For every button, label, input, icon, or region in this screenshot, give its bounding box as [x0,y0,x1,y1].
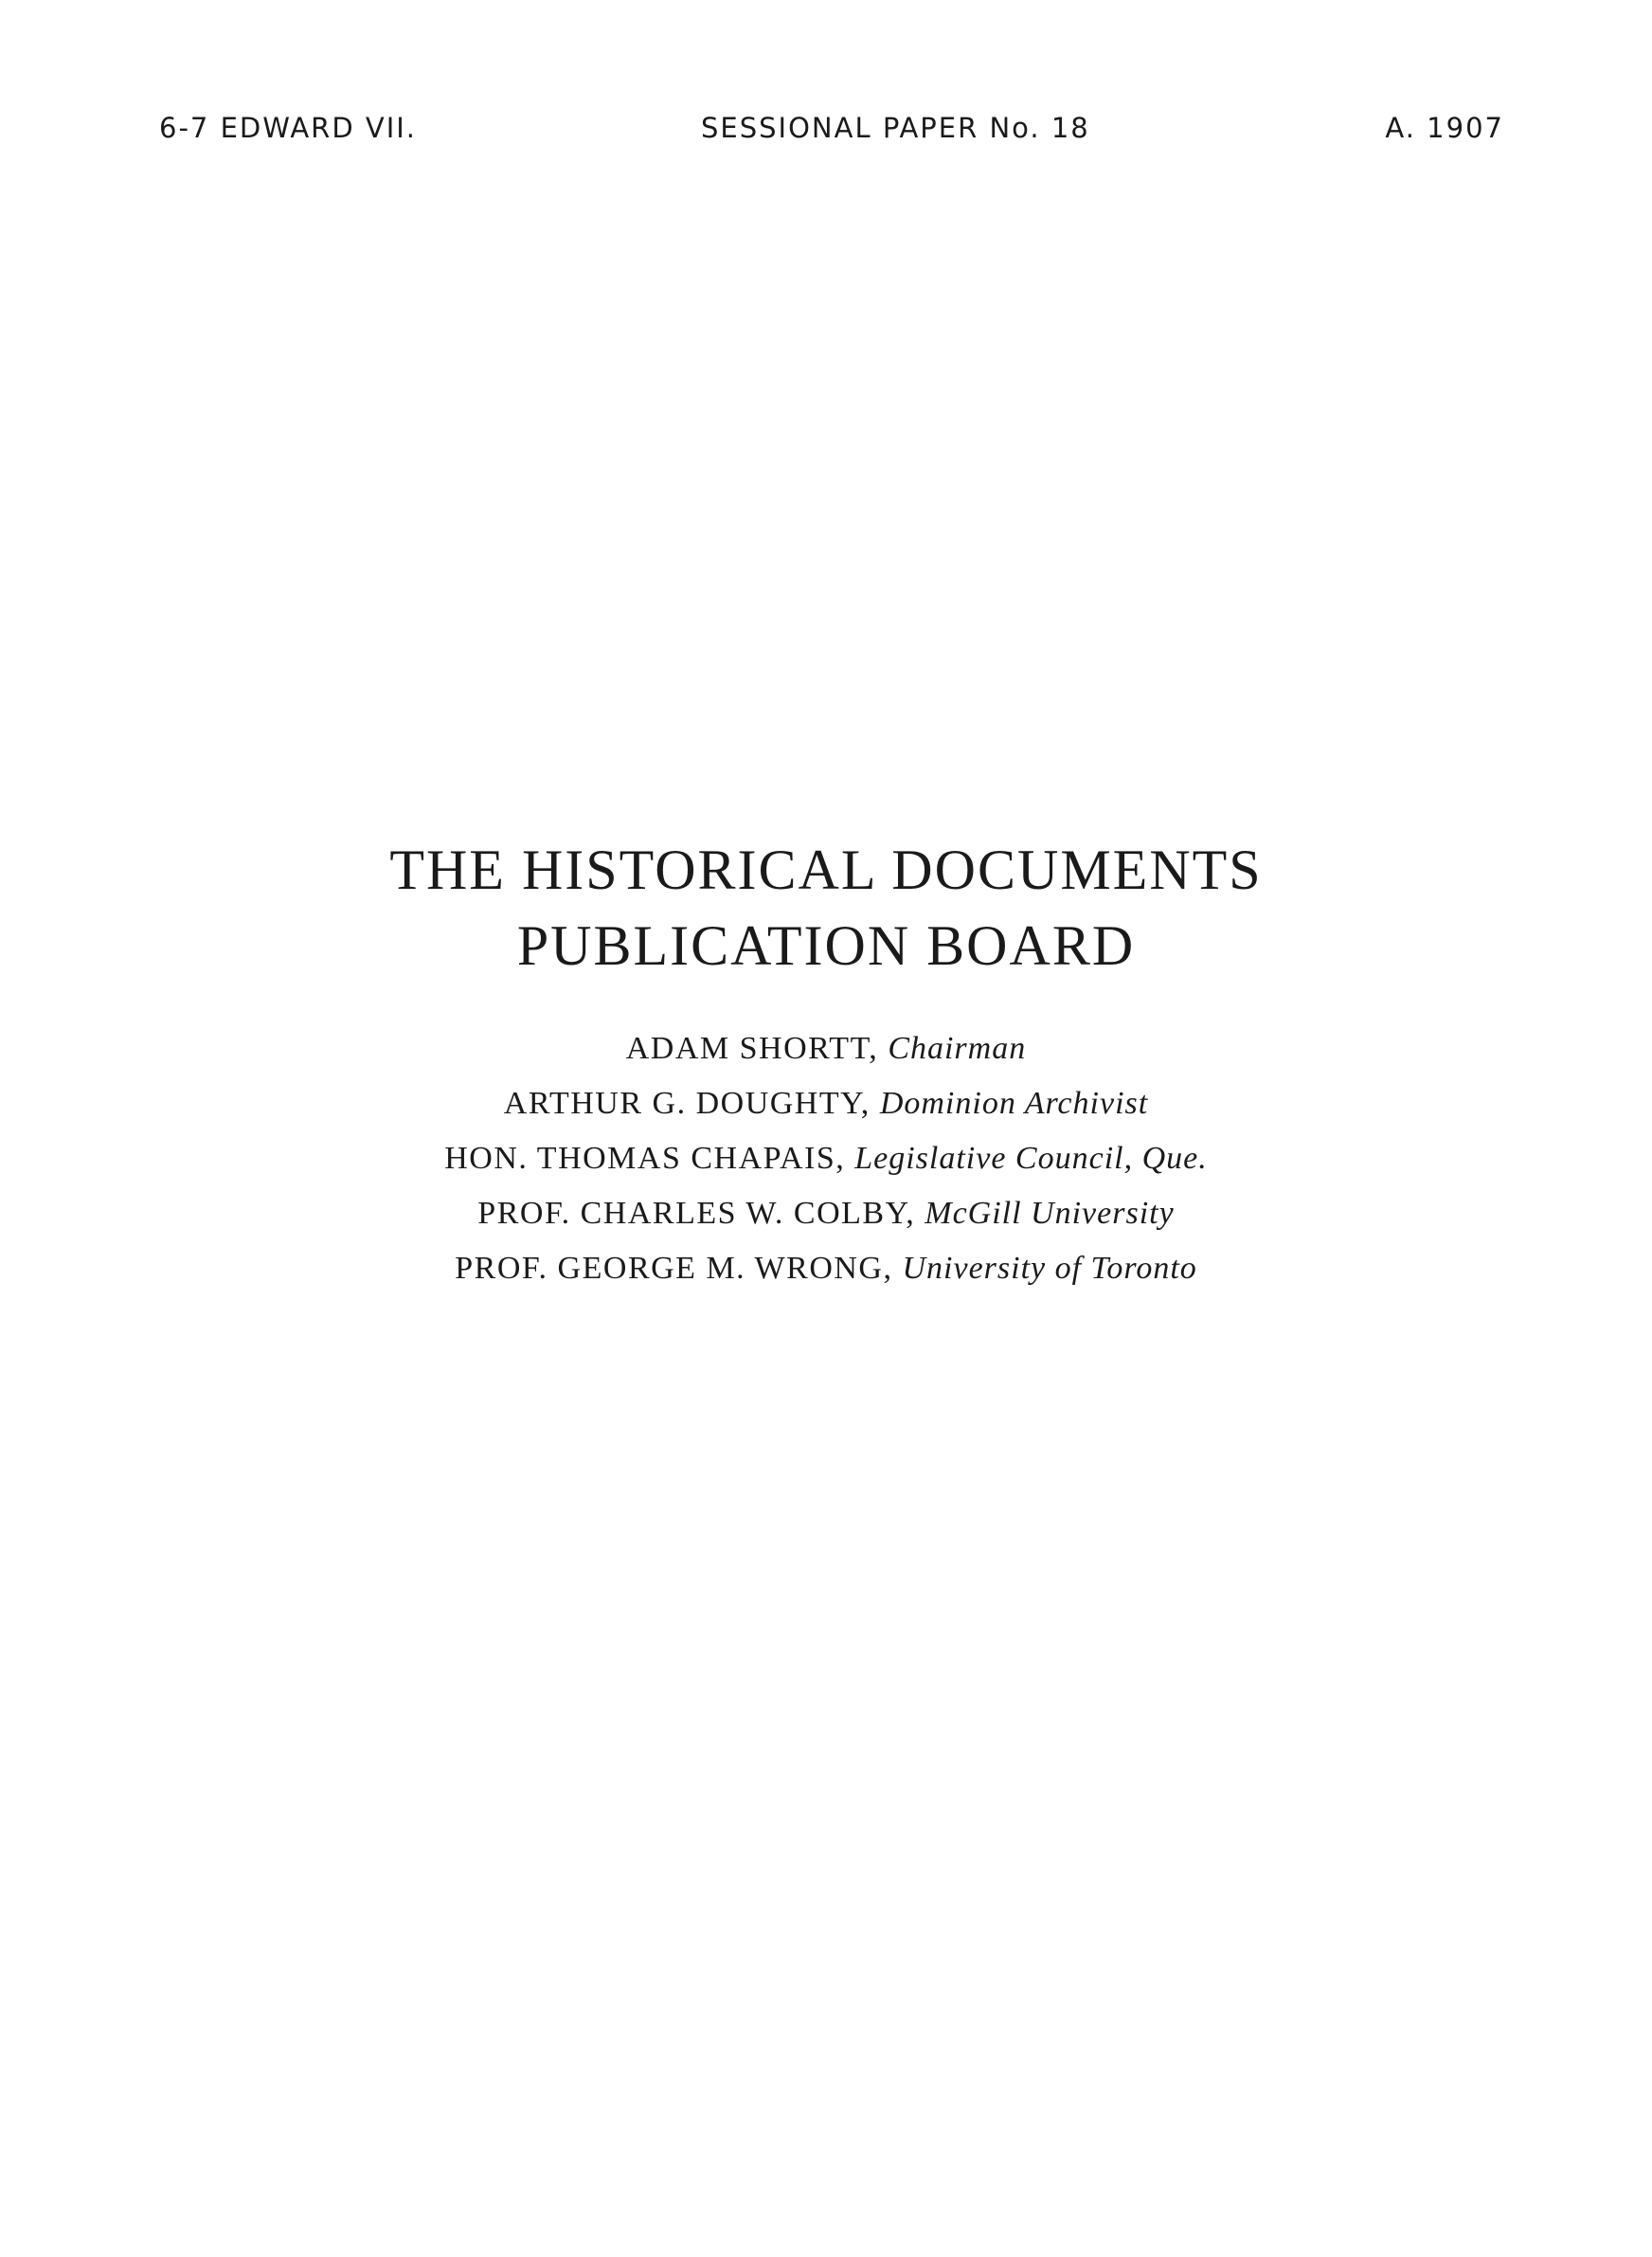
header-year: A. 1907 [1385,112,1504,144]
member-line [0,1241,1652,1296]
member-role: Legislative Council, Que. [854,1141,1208,1176]
title-line-2: PUBLICATION BOARD [516,914,1136,977]
member-name: ADAM SHORTT, [625,1031,879,1066]
member-name: PROF. CHARLES W. COLBY, [477,1196,916,1231]
member-name: HON. THOMAS CHAPAIS, [444,1141,846,1176]
member-role: Chairman [888,1031,1027,1066]
title-line-1: THE HISTORICAL DOCUMENTS [389,839,1263,901]
member-name: PROF. GEORGE M. WRONG, [455,1251,893,1286]
member-line [0,1186,1652,1241]
running-head [0,112,1652,150]
member-line [0,1021,1652,1076]
board-members-list [0,1021,1652,1296]
header-regnal-year: 6-7 EDWARD VII. [159,112,418,144]
member-role: McGill University [925,1196,1175,1231]
member-name: ARTHUR G. DOUGHTY, [503,1086,871,1121]
member-line [0,1131,1652,1186]
member-role: Dominion Archivist [879,1086,1149,1121]
member-line [0,1076,1652,1131]
page-title [0,832,1652,984]
member-role: University of Toronto [902,1251,1197,1286]
header-sessional-paper: SESSIONAL PAPER No. 18 [701,112,1090,144]
